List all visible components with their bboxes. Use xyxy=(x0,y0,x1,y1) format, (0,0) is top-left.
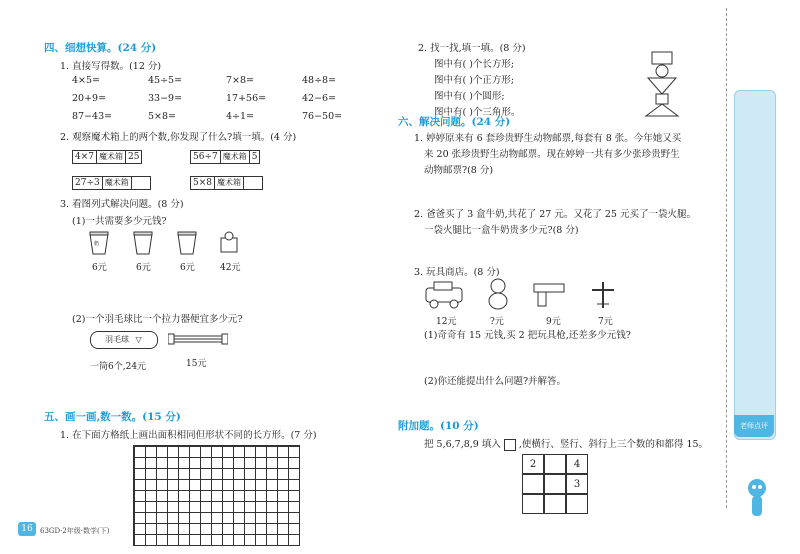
question-1: 1. 直接写得数。(12 分) xyxy=(60,61,162,72)
magic-box-label: 魔术箱 xyxy=(220,151,250,163)
magic-square-cell[interactable] xyxy=(544,474,566,494)
calc-item: 42−6= xyxy=(302,93,337,104)
magic-square-cell[interactable]: 3 xyxy=(566,474,588,494)
robot-toy-icon xyxy=(221,232,237,252)
problem-1-line: 动物邮票?(8 分) xyxy=(424,165,494,176)
price-label: 42元 xyxy=(220,263,241,273)
magic-square-cell[interactable]: 2 xyxy=(522,454,544,474)
yogurt-cup-icon xyxy=(134,232,152,254)
extra-question-text xyxy=(424,436,708,451)
toy-car-icon xyxy=(426,282,462,308)
toy-plane-icon xyxy=(590,280,616,310)
magic-square xyxy=(522,454,588,514)
teddy-bear-icon xyxy=(489,279,507,309)
problem-2-line: 一袋火腿比一盒牛奶贵多少元?(8 分) xyxy=(424,225,579,236)
toy-price: 12元 xyxy=(436,317,457,327)
magic-square-cell[interactable] xyxy=(566,494,588,514)
footer-text: 63GD·2年级·数学(下) xyxy=(40,527,110,535)
calc-item: 5×8= xyxy=(148,111,177,122)
fill-box-icon xyxy=(504,439,516,451)
magic-input: 4×7 xyxy=(75,152,94,162)
toy-gun-icon xyxy=(534,284,564,306)
problem-3-title: 3. 玩具商店。(8 分) xyxy=(414,267,500,278)
magic-box-label: 魔术箱 xyxy=(102,177,132,189)
magic-input: 56÷7 xyxy=(193,152,218,162)
question-3-1: (1)一共需要多少元钱? xyxy=(72,216,167,227)
calc-item: 87−43= xyxy=(72,111,113,122)
problem-2-line: 2. 爸爸买了 3 盒牛奶,共花了 27 元。又花了 25 元买了一袋火腿。 xyxy=(414,209,696,220)
shuttlecock-icon: ▽ xyxy=(135,335,142,344)
toy-price: 9元 xyxy=(546,317,561,327)
yogurt-cup-icon xyxy=(178,232,196,254)
question-2: 2. 观察魔术箱上的两个数,你发现了什么?填一填。(4 分) xyxy=(60,132,297,143)
teacher-sidebar xyxy=(734,90,776,440)
drawing-grid[interactable] xyxy=(133,445,300,546)
calc-item: 45÷5= xyxy=(148,75,183,86)
magic-box-label: 魔术箱 xyxy=(96,151,126,163)
magic-input: 5×8 xyxy=(193,178,212,188)
right-question-2: 2. 找一找,填一填。(8 分) xyxy=(418,43,526,54)
calc-item: 33−9= xyxy=(148,93,183,104)
question-3-2: (2)一个羽毛球比一个拉力器便宜多少元? xyxy=(72,314,243,325)
toys-illustration xyxy=(424,278,584,312)
chest-expander-icon xyxy=(168,330,228,348)
magic-output: 25 xyxy=(128,152,140,162)
magic-input: 27÷3 xyxy=(75,178,100,188)
magic-box xyxy=(72,150,142,164)
magic-box xyxy=(190,150,260,164)
calc-item: 20+9= xyxy=(72,93,107,104)
binding-line xyxy=(726,8,727,508)
section-4-title: 四、细想快算。(24 分) xyxy=(44,42,157,54)
calc-item: 17+56= xyxy=(226,93,267,104)
toy-price: ?元 xyxy=(490,317,504,327)
magic-output: 5 xyxy=(251,152,258,162)
teacher-comment-label: 老师点评 xyxy=(734,415,774,437)
yogurt-cup-icon xyxy=(90,232,108,254)
shuttlecock-tube xyxy=(90,331,158,349)
section-5-title: 五、画一画,数一数。(15 分) xyxy=(44,411,181,423)
extra-question-part-a: 把 5,6,7,8,9 填入 xyxy=(424,439,501,450)
shuttlecock-label: 羽毛球 xyxy=(105,335,129,344)
expander-price: 15元 xyxy=(186,359,207,369)
price-label: 6元 xyxy=(92,263,107,273)
mascot-icon xyxy=(744,476,770,524)
shape-count-line: 图中有( )个三角形。 xyxy=(434,107,521,118)
magic-square-cell[interactable] xyxy=(544,494,566,514)
shape-figure-diagram xyxy=(638,50,686,118)
shape-count-line: 图中有( )个圆形; xyxy=(434,91,505,102)
calc-item: 7×8= xyxy=(226,75,255,86)
toy-price: 7元 xyxy=(598,317,613,327)
calc-item: 4÷1= xyxy=(226,111,255,122)
shape-count-line: 图中有( )个长方形; xyxy=(434,59,515,70)
shuttlecock-price-note: 一筒6个,24元 xyxy=(90,362,147,372)
problem-3-1: (1)奇奇有 15 元钱,买 2 把玩具枪,还差多少元钱? xyxy=(424,330,631,341)
magic-square-cell[interactable] xyxy=(544,454,566,474)
problem-1-line: 来 20 张珍贵野生动物邮票。现在婷婷一共有多少张珍贵野生 xyxy=(424,149,680,160)
svg-text:奶: 奶 xyxy=(94,241,100,247)
page-number: 16 xyxy=(18,522,36,536)
price-label: 6元 xyxy=(180,263,195,273)
magic-square-cell[interactable]: 4 xyxy=(566,454,588,474)
problem-1-line: 1. 婷婷原来有 6 套珍贵野生动物邮票,每套有 8 张。今年她又买 xyxy=(414,133,682,144)
section-5-question-1: 1. 在下面方格纸上画出面积相同但形状不同的长方形。(7 分) xyxy=(60,430,317,441)
yogurt-cups-illustration xyxy=(86,230,246,258)
price-label: 6元 xyxy=(136,263,151,273)
magic-box xyxy=(72,176,151,190)
extra-question-title: 附加题。(10 分) xyxy=(398,420,479,432)
magic-box xyxy=(190,176,263,190)
calc-item: 76−50= xyxy=(302,111,343,122)
magic-box-label: 魔术箱 xyxy=(214,177,244,189)
section-6-title: 六、解决问题。(24 分) xyxy=(398,116,511,128)
magic-square-cell[interactable] xyxy=(522,494,544,514)
shape-count-line: 图中有( )个正方形; xyxy=(434,75,515,86)
magic-square-cell[interactable] xyxy=(522,474,544,494)
question-3: 3. 看图列式解决问题。(8 分) xyxy=(60,199,184,210)
problem-3-2: (2)你还能提出什么问题?并解答。 xyxy=(424,376,567,387)
calc-item: 48÷8= xyxy=(302,75,337,86)
extra-question-part-b: ,使横行、竖行、斜行上三个数的和都得 15。 xyxy=(518,439,709,450)
calc-item: 4×5= xyxy=(72,75,101,86)
